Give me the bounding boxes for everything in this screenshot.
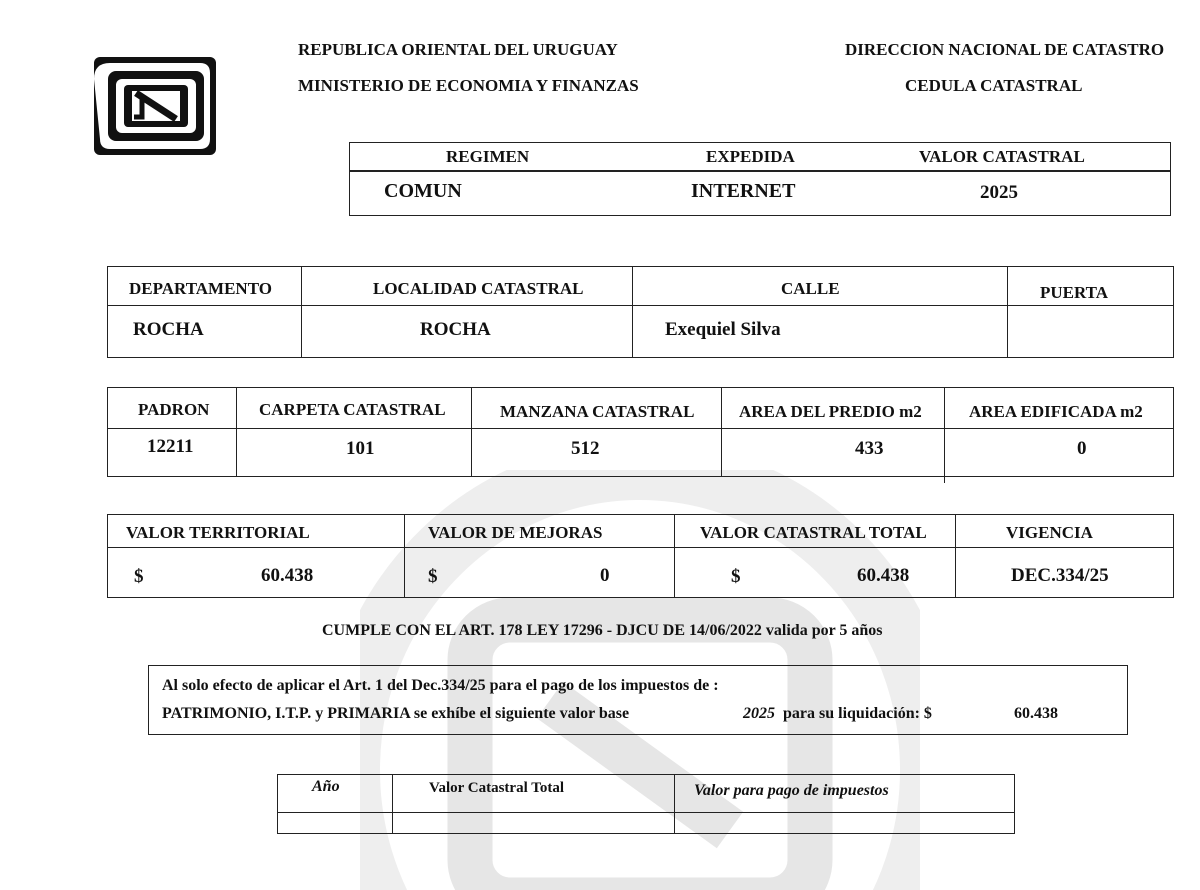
manzana-label: MANZANA CATASTRAL [500,402,695,421]
valuation-col-sep-1 [404,514,405,598]
history-col-sep-1 [392,774,393,834]
territorial-currency: $ [134,566,144,587]
calle-label: CALLE [781,279,840,298]
area-edificada-label: AREA EDIFICADA m2 [969,402,1143,421]
tax-notice-box [148,665,1128,735]
tax-notice-year: 2025 [743,705,775,722]
calle-value: Exequiel Silva [665,319,781,340]
parcel-col-sep-1 [236,387,237,477]
history-year-header: Año [312,778,340,795]
tax-notice-suffix: para su liquidación: $ [783,705,932,722]
area-edificada-value: 0 [1077,438,1087,459]
location-divider [107,305,1174,306]
location-col-sep-1 [301,266,302,358]
padron-label: PADRON [138,400,210,419]
departamento-label: DEPARTAMENTO [129,279,272,298]
parcel-col-sep-3 [721,387,722,477]
catastro-logo-icon [94,57,216,155]
history-tax-value-header: Valor para pago de impuestos [694,782,889,799]
area-predio-value: 433 [855,438,884,459]
puerta-label: PUERTA [1040,283,1109,302]
expedida-label: EXPEDIDA [706,147,795,166]
departamento-value: ROCHA [133,319,204,340]
regimen-divider [349,170,1171,172]
history-divider [277,812,1015,813]
compliance-note: CUMPLE CON EL ART. 178 LEY 17296 - DJCU DE 14/06/2022 valida por 5 años [322,622,883,639]
header-agency: DIRECCION NACIONAL DE CATASTRO [845,40,1165,59]
parcel-divider [107,428,1174,429]
vigencia-label: VIGENCIA [1006,523,1093,542]
vigencia-value: DEC.334/25 [1011,565,1109,586]
regimen-label: REGIMEN [446,147,530,166]
carpeta-value: 101 [346,438,375,459]
tax-notice-line1: Al solo efecto de aplicar el Art. 1 del Dec.334/25 para el pago de los impuestos de : [162,677,719,694]
valuation-col-sep-2 [674,514,675,598]
localidad-value: ROCHA [420,319,491,340]
location-col-sep-3 [1007,266,1008,358]
history-total-header: Valor Catastral Total [429,780,565,796]
history-col-sep-2 [674,774,675,834]
manzana-value: 512 [571,438,600,459]
total-currency: $ [731,566,741,587]
valor-mejoras-label: VALOR DE MEJORAS [428,523,603,542]
carpeta-label: CARPETA CATASTRAL [259,400,446,419]
area-predio-label: AREA DEL PREDIO m2 [739,402,922,421]
valuation-divider [107,547,1174,548]
header-ministry: MINISTERIO DE ECONOMIA Y FINANZAS [298,76,639,95]
header-country: REPUBLICA ORIENTAL DEL URUGUAY [298,40,618,59]
tax-notice-line2: PATRIMONIO, I.T.P. y PRIMARIA se exhíbe el siguiente valor base [162,705,630,722]
padron-value: 12211 [147,436,194,457]
valor-mejoras-value: 0 [600,565,610,586]
valor-catastral-year: 2025 [980,182,1018,203]
valuation-col-sep-3 [955,514,956,598]
valor-catastral-total-label: VALOR CATASTRAL TOTAL [700,523,927,542]
parcel-col-sep-4 [944,387,945,483]
header-document-title: CEDULA CATASTRAL [905,76,1083,95]
localidad-label: LOCALIDAD CATASTRAL [373,279,584,298]
valor-territorial-value: 60.438 [261,565,314,586]
valor-catastral-label: VALOR CATASTRAL [919,147,1085,166]
mejoras-currency: $ [428,566,438,587]
valor-territorial-label: VALOR TERRITORIAL [126,523,310,542]
tax-notice-amount: 60.438 [1014,705,1058,722]
valor-catastral-total-value: 60.438 [857,565,910,586]
history-table [277,774,1015,834]
parcel-col-sep-2 [471,387,472,477]
location-col-sep-2 [632,266,633,358]
expedida-value: INTERNET [691,180,796,202]
regimen-value: COMUN [384,180,462,202]
